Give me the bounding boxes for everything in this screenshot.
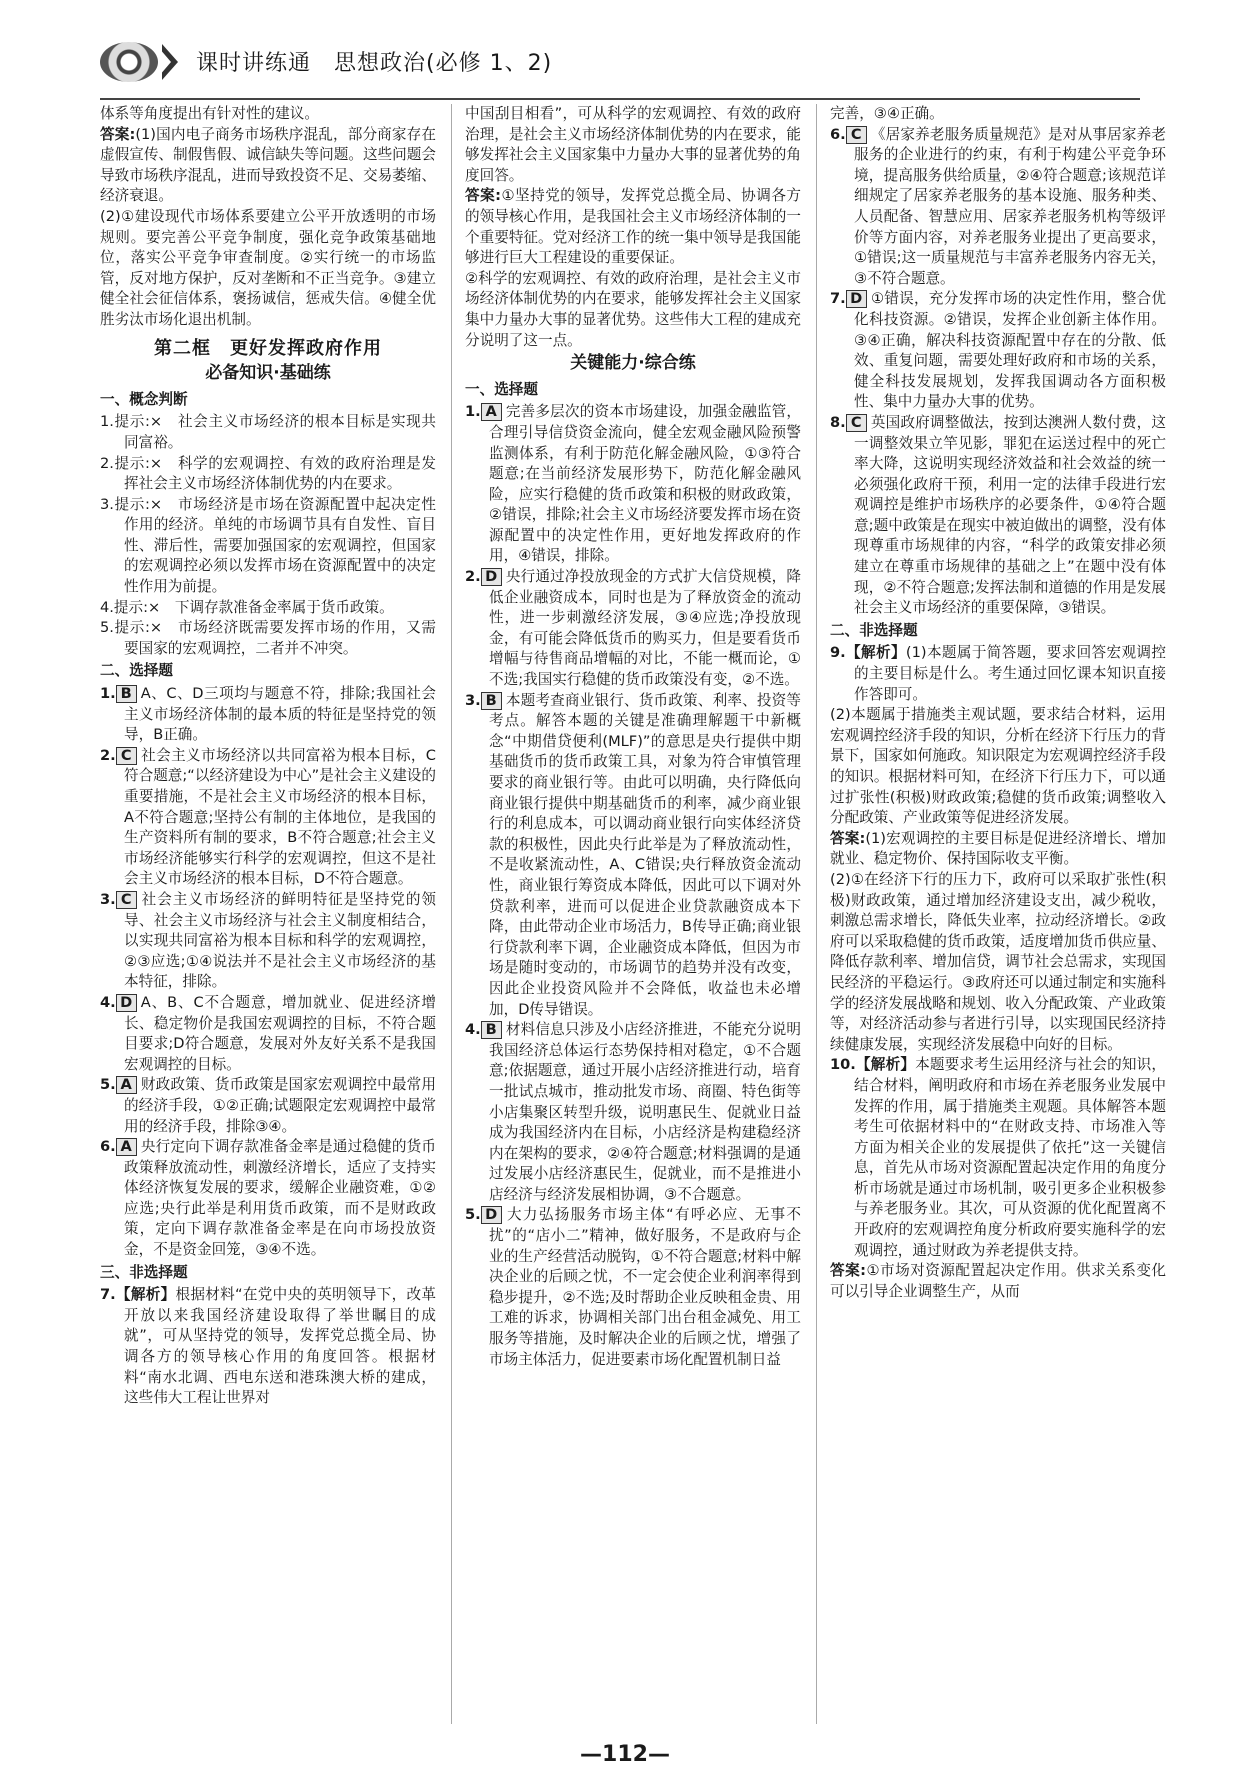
answer-label: 9.【解析】 — [830, 644, 906, 662]
answer-letter-box: D — [846, 290, 867, 308]
paragraph-text: 根据材料“在党中央的英明领导下，改革开放以来我国经济建设取得了举世瞩目的成就”，可从坚持党的领导，发挥党总揽全局、协调各方的领导核心作用的角度回答。根据材料“南水北调、西电东送和港珠澳大桥的建成，这些伟大工程让世界对 — [124, 1286, 436, 1407]
column-left — [100, 104, 436, 1409]
question-number: 2. — [100, 746, 116, 764]
question-number: 5. — [465, 1206, 481, 1224]
paragraph-text: 本题要求考生运用经济与社会的知识，结合材料，阐明政府和市场在养老服务业发展中发挥的作用，属于措施类主观题。具体解答本题考生可依据材料中的“在财政支持、市场准入等方面为相关企业的发展提供了依托”这一关键信息，首先从市场对资源配置起决定作用的角度分析市场就是通过市场机制，吸引更多企业积极参与养老服务业。其次，可从资源的优化配置离不开政府的宏观调控角度分析政府要实施科学的宏观调控，通过财政为养老提供支持。 — [854, 1056, 1166, 1259]
question-number: 2. — [465, 568, 481, 586]
question-item — [465, 567, 801, 691]
paragraph — [100, 207, 436, 331]
section-heading: 一、概念判断 — [100, 390, 188, 408]
answer-label: 10.【解析】 — [830, 1056, 916, 1074]
paragraph-text: (1)国内电子商务市场秩序混乱，部分商家存在虚假宣传、制假售假、诚信缺失等问题。这些问题会导致市场秩序混乱，进而导致投资不足、交易萎缩、经济衰退。 — [100, 125, 436, 205]
paragraph — [100, 495, 436, 598]
answer-letter-box: C — [846, 414, 867, 432]
question-number: 6. — [830, 125, 846, 143]
question-explanation: 本题考查商业银行、货币政策、利率、投资等考点。解答本题的关键是准确理解题干中新概念“中期借贷便利(MLF)”的意思是央行提供中期基础货币的货币政策工具，对象为符合审慎管理要求的商业银行等。由此可以明确，央行降低向商业银行提供中期基础货币的利率，减少商业银行的利息成本，可以调动商业银行向实体经济贷款的积极性，因此央行此举是为了释放流动性，不是收紧流动性，A、C错误;央行释放资金流动性，商业银行筹资成本降低，因此可以下调对外贷款利率，进而可以促进企业贷款融资成本下降，由此带动企业市场活力，B传导正确;商业银行贷款利率下调，企业融资成本降低，但因为市场是随时变动的，市场调节的趋势并没有改变，因此企业投资风险并不会降低，收益也未必增加，D传导错误。 — [489, 691, 801, 1018]
answer-letter-box: D — [481, 568, 502, 586]
answer-letter-box: A — [481, 403, 502, 421]
page-number: —112— — [580, 1742, 670, 1767]
question-explanation: 英国政府调整做法，按到达澳洲人数付费，这一调整效果立竿见影，罪犯在运送过程中的死亡率大降，这说明实现经济效益和社会效益的统一必须强化政府干预，利用一定的法律手段进行宏观调控是维护市场秩序的必要条件，①④符合题意;题中政策是在现实中被迫做出的调整，没有体现尊重市场规律的内容，“科学的政策安排必须建立在尊重市场规律的基础之上”在题中没有体现，②不符合题意;发挥法制和道德的作用是发展社会主义市场经济的重要保障，③错误。 — [854, 413, 1166, 617]
paragraph-text: 5.提示:× 市场经济既需要发挥市场的作用，又需要国家的宏观调控，二者并不冲突。 — [100, 619, 436, 657]
answer-letter-box: A — [116, 1076, 137, 1094]
question-number: 3. — [465, 691, 481, 709]
question-explanation: 央行定向下调存款准备金率是通过稳健的货币政策释放流动性，刺激经济增长，适应了支持实体经济恢复发展的要求，缓解企业融资难，①②应选;央行此举是利用货币政策，而不是财政政策，定向下调存款准备金率是在向市场投放资金，不是资金回笼，③④不选。 — [124, 1138, 436, 1259]
answer-label: 答案: — [465, 187, 501, 205]
question-item — [830, 125, 1166, 290]
question-item — [100, 684, 436, 746]
question-number: 3. — [100, 890, 116, 908]
paragraph-text: (2)本题属于措施类主观试题，要求结合材料，运用宏观调控经济手段的知识，分析在经济下行压力的背景下，国家如何施政。知识限定为宏观调控经济手段的知识。根据材料可知，在经济下行压力下，可以通过扩张性(积极)财政政策;稳健的货币政策;调整收入分配政策、产业政策等促进经济发展。 — [830, 706, 1166, 827]
practice-band-title: 关键能力·综合练 — [570, 353, 696, 374]
paragraph-text: 中国刮目相看”，可从科学的宏观调控、有效的政府治理，是社会主义市场经济体制优势的内在要求，能够发挥社会主义国家集中力量办大事的显著优势的角度回答。 — [465, 105, 801, 184]
answer-label: 答案: — [100, 125, 136, 143]
paragraph-text: ①市场对资源配置起决定作用。供求关系变化可以引导企业调整生产，从而 — [830, 1262, 1166, 1300]
question-number: 5. — [100, 1076, 116, 1094]
answer-label: 7.【解析】 — [100, 1286, 176, 1304]
question-explanation: A、C、D三项均与题意不符，排除;我国社会主义市场经济体制的最本质的特征是坚持党的领导，B正确。 — [124, 685, 436, 744]
paragraph-text: (2)①建设现代市场体系要建立公平开放透明的市场规则。要完善公平竞争制度，强化竞争政策基础地位，落实公平竞争审查制度。②实行统一的市场监管，反对地方保护，反对垄断和不正当竞争。③建立健全社会征信体系，褒扬诚信，惩戒失信。④健全优胜劣汰市场化退出机制。 — [100, 207, 436, 328]
question-explanation: ①错误，充分发挥市场的决定性作用，整合优化科技资源。②错误，发挥企业创新主体作用。③④正确，解决科技资源配置中存在的分散、低效、重复问题，需要处理好政府和市场的关系，健全科技发展规划，发挥我国调动各方面积极性、集中力量办大事的优势。 — [854, 290, 1166, 411]
question-number: 1. — [465, 403, 481, 421]
question-explanation: 材料信息只涉及小店经济推进，不能充分说明我国经济总体运行态势保持相对稳定，①不合题意;依据题意，通过开展小店经济推进行动，培育一批试点城市，推动批发市场、商圈、特色街等小店集聚区转型升级，说明惠民生、促就业日益成为我国经济内在目标，小店经济是构建稳经济内在架构的要求，②④符合题意;材料强调的是通过发展小店经济惠民生，促就业，而不是推进小店经济与经济发展相协调，③不合题意。 — [489, 1021, 801, 1203]
question-item — [100, 890, 436, 993]
paragraph-text: 4.提示:× 下调存款准备金率属于货币政策。 — [100, 598, 394, 616]
question-explanation: 央行通过净投放现金的方式扩大信贷规模，降低企业融资成本，同时也是为了释放资金的流动性，进一步刺激经济发展，③④应选;净投放现金，有可能会降低货币的购买力，但是要看货币增幅与待售商品增幅的对比，不能一概而论，①不选;我国实行稳健的货币政策没有变，②不选。 — [489, 568, 801, 689]
paragraph — [830, 104, 1166, 125]
paragraph-text: (1)本题属于简答题，要求回答宏观调控的主要目标是什么。考生通过回忆课本知识直接作答即可。 — [854, 644, 1166, 703]
paragraph — [100, 454, 436, 495]
answer-letter-box: D — [116, 994, 137, 1012]
paragraph — [830, 1261, 1166, 1302]
paragraph-text: (1)宏观调控的主要目标是促进经济增长、增加就业、稳定物价、保持国际收支平衡。 — [830, 829, 1166, 868]
question-explanation: 财政政策、货币政策是国家宏观调控中最常用的经济手段，①②正确;试题限定宏观调控中最常用的经济手段，排除③④。 — [124, 1076, 436, 1135]
paragraph — [100, 412, 436, 453]
question-explanation: 完善多层次的资本市场建设，加强金融监管，合理引导信贷资金流向，健全宏观金融风险预警监测体系，有利于防范化解金融风险，①③符合题意;在当前经济发展形势下，防范化解金融风险，应实行稳健的货币政策和积极的财政政策，②错误，排除;社会主义市场经济要发挥市场在资源配置中的决定性作用，更好地发挥政府的作用，④错误，排除。 — [489, 403, 801, 565]
question-item — [100, 1137, 436, 1261]
chevron-right-icon — [162, 44, 178, 80]
question-item — [465, 691, 801, 1021]
header-rule — [100, 98, 1140, 100]
answer-letter-box: C — [116, 891, 137, 909]
paragraph — [465, 186, 801, 268]
section-heading: 二、选择题 — [100, 662, 173, 680]
answer-letter-box: C — [116, 747, 137, 765]
column-middle — [465, 104, 801, 1370]
question-number: 7. — [830, 290, 846, 308]
question-number: 6. — [100, 1138, 116, 1156]
column-divider — [451, 104, 452, 1724]
section-frame-title: 第二框 更好发挥政府作用 — [154, 337, 382, 359]
paragraph — [100, 618, 436, 659]
paragraph — [830, 829, 1166, 870]
answer-letter-box: A — [116, 1138, 137, 1156]
question-number: 8. — [830, 413, 846, 431]
answer-letter-box: C — [846, 126, 867, 144]
answer-letter-box: B — [481, 1021, 502, 1039]
section-heading: 二、非选择题 — [830, 621, 918, 639]
question-explanation: 社会主义市场经济的鲜明特征是坚持党的领导、社会主义市场经济与社会主义制度相结合，以实现共同富裕为根本目标和科学的宏观调控，②③应选;①④说法并不是社会主义市场经济的基本特征，排除。 — [124, 890, 436, 991]
question-item — [830, 413, 1166, 619]
paragraph-text: 2.提示:× 科学的宏观调控、有效的政府治理是发挥社会主义市场经济体制优势的内在要求。 — [100, 454, 436, 493]
paragraph — [100, 104, 436, 125]
question-item — [830, 289, 1166, 413]
question-item — [100, 993, 436, 1075]
paragraph — [100, 125, 436, 207]
question-explanation: A、B、C不合题意，增加就业、促进经济增长、稳定物价是我国宏观调控的目标，不符合题目要求;D符合题意，发展对外友好关系不是我国宏观调控的目标。 — [124, 993, 436, 1073]
column-divider — [816, 104, 817, 1724]
question-item — [465, 1020, 801, 1205]
answer-label: 答案: — [830, 1262, 866, 1280]
question-explanation: 社会主义市场经济以共同富裕为根本目标，C符合题意;“以经济建设为中心”是社会主义建设的重要措施，不是社会主义市场经济的根本目标，A不符合题意;坚持公有制的主体地位，是我国的生产资料所有制的要求，B不符合题意;社会主义市场经济能够实行科学的宏观调控，但这不是社会主义市场经济的根本目标，D不符合题意。 — [124, 746, 436, 888]
paragraph-text: ①坚持党的领导，发挥党总揽全局、协调各方的领导核心作用，是我国社会主义市场经济体制的一个重要特征。党对经济工作的统一集中领导是我国能够进行巨大工程建设的重要保证。 — [465, 187, 801, 267]
question-item — [465, 1205, 801, 1370]
question-explanation: 大力弘扬服务市场主体“有呼必应、无事不扰”的“店小二”精神，做好服务，不是政府与企业的生产经营活动脱钩，①不符合题意;材料中解决企业的后顾之忧，不一定会使企业利润率得到稳步提升，②不选;及时帮助企业反映租金贵、用工难的诉求，协调相关部门出台租金减免、用工服务等措施，及时解决企业的后顾之忧，增强了市场主体活力，促进要素市场化配置机制日益 — [489, 1206, 801, 1368]
answer-letter-box: B — [481, 692, 502, 710]
paragraph-text: 3.提示:× 市场经济是市场在资源配置中起决定性作用的经济。单纯的市场调节具有自发性、盲目性、滞后性，需要加强国家的宏观调控，但国家的宏观调控必须以发挥市场在资源配置中的决定性作用为前提。 — [100, 495, 436, 596]
paragraph — [830, 705, 1166, 829]
question-item — [100, 1075, 436, 1137]
publisher-logo-icon — [100, 42, 158, 82]
paragraph-text: 完善，③④正确。 — [830, 105, 944, 122]
paragraph — [830, 643, 1166, 705]
paragraph-text: 体系等角度提出有针对性的建议。 — [100, 105, 319, 122]
paragraph — [830, 870, 1166, 1055]
section-heading: 三、非选择题 — [100, 1263, 188, 1281]
practice-band-title: 必备知识·基础练 — [205, 363, 331, 384]
question-item — [100, 746, 436, 890]
paragraph-text: (2)①在经济下行的压力下，政府可以采取扩张性(积极)财政政策，通过增加经济建设支出，减少税收，刺激总需求增长，降低失业率，拉动经济增长。②政府可以采取稳健的货币政策，适度增加货币供应量、降低存款利率、增加信贷，调节社会总需求，实现国民经济的平稳运行。③政府还可以通过制定和实施科学的经济发展战略和规划、收入分配政策、产业政策等，对经济活动参与者进行引导，以实现国民经济持续健康发展，实现经济发展稳中向好的目标。 — [830, 870, 1166, 1053]
paragraph-text: ②科学的宏观调控、有效的政府治理，是社会主义市场经济体制优势的内在要求，能够发挥社会主义国家集中力量办大事的显著优势。这些伟大工程的建成充分说明了这一点。 — [465, 269, 801, 349]
question-number: 1. — [100, 685, 116, 703]
page-header — [100, 36, 1180, 94]
answer-letter-box: B — [116, 685, 137, 703]
section-heading: 一、选择题 — [465, 380, 538, 398]
paragraph — [830, 1055, 1166, 1261]
paragraph — [465, 269, 801, 351]
column-right — [830, 104, 1166, 1302]
question-explanation: 《居家养老服务质量规范》是对从事居家养老服务的企业进行的约束，有利于构建公平竞争环境，提高服务供给质量，②④符合题意;该规范详细规定了居家养老服务的基本设施、服务种类、人员配备、智慧应用、居家养老服务机构等级评价等方面内容，对养老服务业提出了更高要求，①错误;这一质量规范与丰富养老服务内容无关，③不符合题意。 — [854, 125, 1166, 287]
question-number: 4. — [100, 993, 116, 1011]
header-title: 课时讲练通 思想政治(必修 1、2) — [196, 51, 553, 76]
question-number: 4. — [465, 1021, 481, 1039]
paragraph-text: 1.提示:× 社会主义市场经济的根本目标是实现共同富裕。 — [100, 413, 436, 451]
paragraph — [100, 598, 436, 619]
paragraph — [465, 104, 801, 186]
answer-letter-box: D — [481, 1206, 502, 1224]
paragraph — [100, 1285, 436, 1409]
question-item — [465, 402, 801, 567]
answer-label: 答案: — [830, 829, 866, 847]
